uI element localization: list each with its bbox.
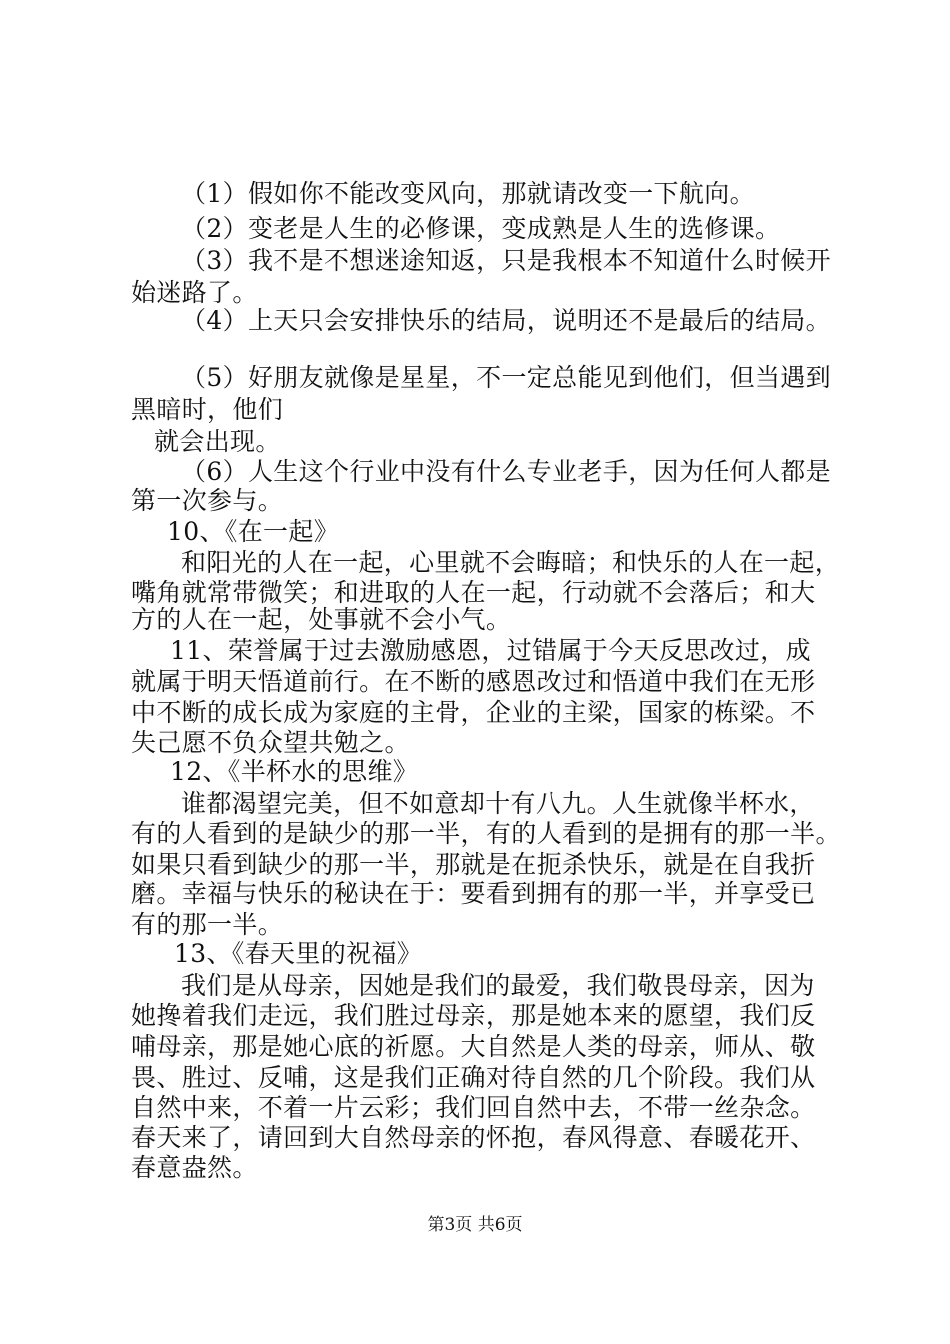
text-line: 如果只看到缺少的那一半，那就是在扼杀快乐，就是在自我折	[131, 850, 816, 879]
text-line: （2）变老是人生的必修课，变成熟是人生的选修课。	[181, 214, 781, 243]
text-line: 春天来了，请回到大自然母亲的怀抱，春风得意、春暖花开、	[131, 1123, 816, 1152]
text-line: 就会出现。	[154, 427, 281, 456]
text-line: 黑暗时，他们	[131, 395, 284, 424]
text-line: 畏、胜过、反哺，这是我们正确对待自然的几个阶段。我们从	[131, 1063, 816, 1092]
text-line: 我们是从母亲，因她是我们的最爱，我们敬畏母亲，因为	[181, 971, 815, 1000]
text-line: 嘴角就常带微笑；和进取的人在一起，行动就不会落后；和大	[131, 578, 816, 607]
text-line: 失己愿不负众望共勉之。	[131, 728, 410, 757]
section-heading: 10、《在一起》	[167, 517, 340, 546]
text-line: 春意盎然。	[131, 1153, 258, 1182]
text-line: 和阳光的人在一起，心里就不会晦暗；和快乐的人在一起，	[181, 548, 841, 577]
text-line: （5）好朋友就像是星星，不一定总能见到他们，但当遇到	[181, 363, 832, 392]
text-line: （6）人生这个行业中没有什么专业老手，因为任何人都是	[181, 457, 832, 486]
text-line: 11、荣誉属于过去激励感恩，过错属于今天反思改过，成	[170, 636, 811, 665]
text-line: 她搀着我们走远，我们胜过母亲，那是她本来的愿望，我们反	[131, 1001, 816, 1030]
text-line: 有的人看到的是缺少的那一半，有的人看到的是拥有的那一半。	[131, 819, 841, 848]
text-line: 哺母亲，那是她心底的祈愿。大自然是人类的母亲，师从、敬	[131, 1032, 816, 1061]
text-line: 自然中来，不着一片云彩；我们回自然中去，不带一丝杂念。	[131, 1093, 816, 1122]
text-line: 中不断的成长成为家庭的主骨，企业的主梁，国家的栋梁。不	[131, 698, 816, 727]
text-line: 磨。幸福与快乐的秘诀在于：要看到拥有的那一半，并享受已	[131, 879, 816, 908]
section-heading: 13、《春天里的祝福》	[174, 939, 423, 968]
text-line: 就属于明天悟道前行。在不断的感恩改过和悟道中我们在无形	[131, 667, 816, 696]
page-number-footer: 第3页 共6页	[427, 1215, 523, 1235]
section-heading: 12、《半杯水的思维》	[170, 757, 419, 786]
text-line: （1）假如你不能改变风向，那就请改变一下航向。	[181, 179, 755, 208]
text-line: （4）上天只会安排快乐的结局，说明还不是最后的结局。	[181, 306, 832, 335]
text-line: 谁都渴望完美，但不如意却十有八九。人生就像半杯水，	[181, 789, 815, 818]
text-line: 有的那一半。	[131, 910, 284, 939]
text-line: 始迷路了。	[131, 278, 258, 307]
text-line: 方的人在一起，处事就不会小气。	[131, 605, 512, 634]
text-line: 第一次参与。	[131, 486, 284, 515]
text-line: （3）我不是不想迷途知返，只是我根本不知道什么时候开	[181, 246, 832, 275]
